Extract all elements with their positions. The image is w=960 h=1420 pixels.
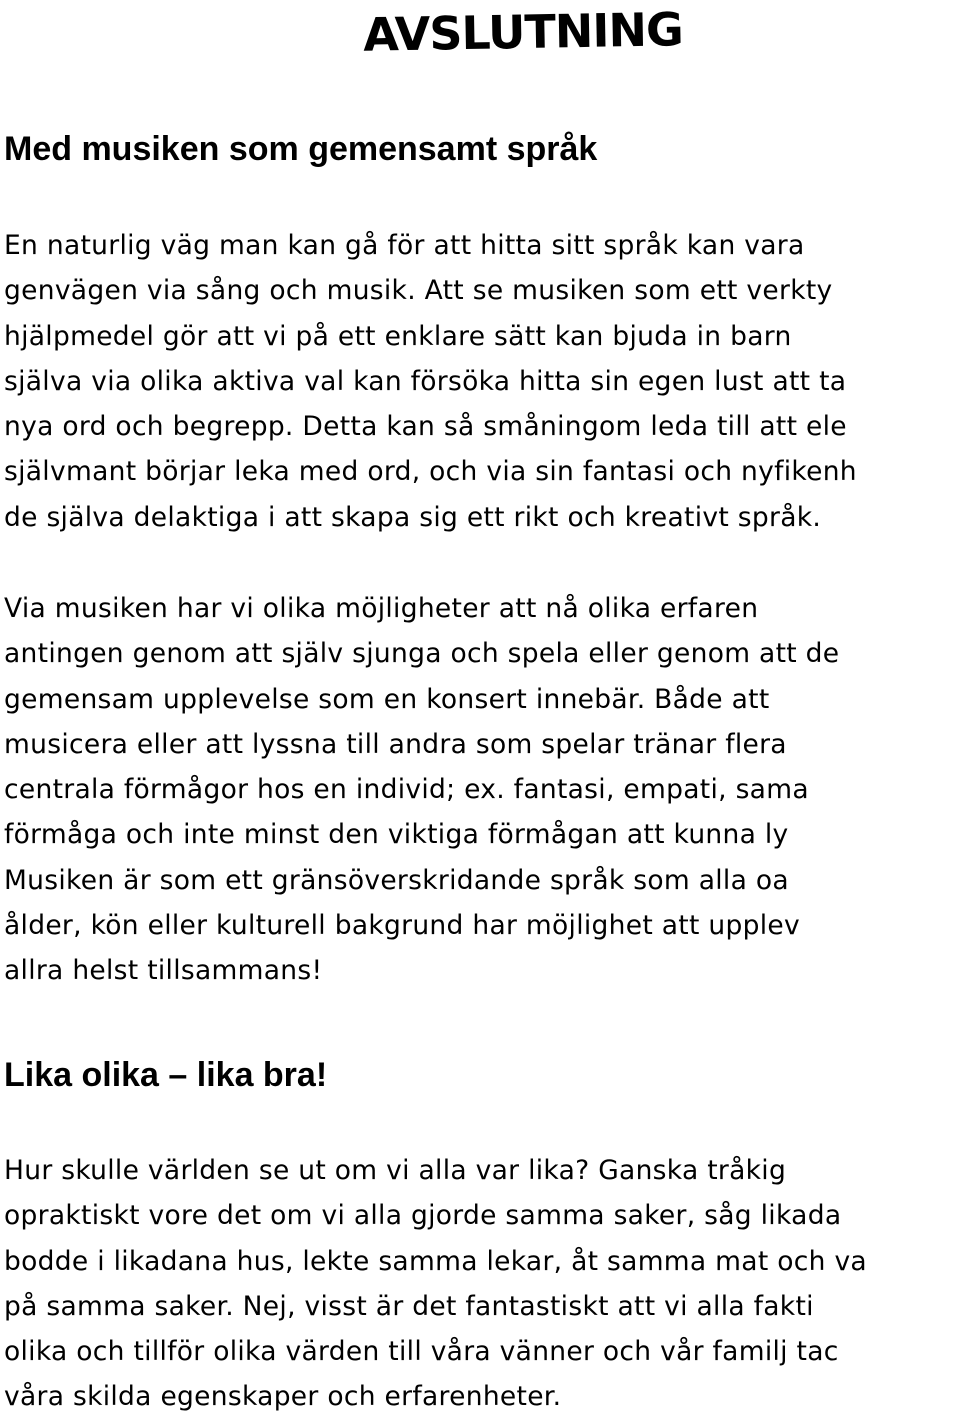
paragraph-music-intro <box>4 223 960 540</box>
section-heading-music: Med musiken som gemensamt språk <box>4 130 598 168</box>
paragraph-diversity <box>4 1148 960 1420</box>
text-line: Musiken är som ett gränsöverskridande språk som alla oa <box>4 864 789 896</box>
text-line: själva via olika aktiva val kan försöka hitta sin egen lust att ta <box>4 365 847 397</box>
text-line: Via musiken har vi olika möjligheter att nå olika erfaren <box>4 593 759 624</box>
text-line: opraktiskt vore det om vi alla gjorde samma saker, såg likada <box>4 1200 842 1232</box>
text-line: självmant börjar leka med ord, och via sin fantasi och nyfikenh <box>4 456 857 488</box>
text-line: förmåga och inte minst den viktiga förmågan att kunna ly <box>4 819 789 851</box>
text-line: olika och tillför olika värden till våra vänner och vår familj tac <box>4 1336 839 1368</box>
text-line: genvägen via sång och musik. Att se musiken som ett verkty <box>4 275 833 307</box>
text-line: nya ord och begrepp. Detta kan så småningom leda till att ele <box>4 411 847 443</box>
text-line: våra skilda egenskaper och erfarenheter. <box>4 1381 562 1413</box>
text-line: gemensam upplevelse som en konsert innebär. Både att <box>4 683 770 715</box>
paragraph-music-experiences <box>4 586 960 994</box>
text-line: de själva delaktiga i att skapa sig ett rikt och kreativt språk. <box>4 501 822 533</box>
page-title: AVSLUTNING <box>362 2 684 62</box>
text-line: antingen genom att själv sjunga och spela eller genom att de <box>4 638 840 670</box>
text-line: En naturlig väg man kan gå för att hitta sitt språk kan vara <box>4 230 805 261</box>
text-line: Hur skulle världen se ut om vi alla var lika? Ganska tråkig <box>4 1155 787 1186</box>
section-heading-diversity: Lika olika – lika bra! <box>4 1056 328 1094</box>
text-line: centrala förmågor hos en individ; ex. fantasi, empati, sama <box>4 774 809 806</box>
text-line: allra helst tillsammans! <box>4 955 323 987</box>
text-line: musicera eller att lyssna till andra som spelar tränar flera <box>4 728 787 760</box>
text-line: på samma saker. Nej, visst är det fantastiskt att vi alla fakti <box>4 1290 814 1322</box>
text-line: ålder, kön eller kulturell bakgrund har möjlighet att upplev <box>4 910 800 942</box>
text-line: hjälpmedel gör att vi på ett enklare sätt kan bjuda in barn <box>4 320 792 352</box>
text-line: bodde i likadana hus, lekte samma lekar, åt samma mat och va <box>4 1245 867 1277</box>
